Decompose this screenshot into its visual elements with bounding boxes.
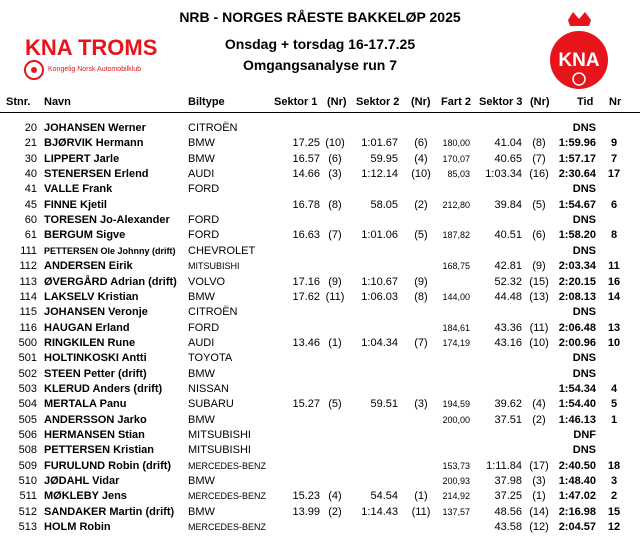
cell-navn: HOLM Robin (44, 521, 111, 534)
cell-tid: 2:30.64 (558, 168, 596, 181)
cell-biltype: MITSUBISHI (188, 261, 240, 272)
table-row (0, 213, 640, 228)
cell-tid: DNS (572, 306, 596, 319)
cell-stnr: 116 (19, 321, 37, 334)
cell-sektor3: 37.25 (494, 490, 522, 503)
cell-nr3: (17) (529, 459, 549, 472)
cell-nr2: (6) (414, 137, 428, 150)
cell-fart2: 212,80 (442, 199, 470, 210)
cell-biltype: BMW (188, 505, 215, 518)
cell-biltype: FORD (188, 183, 220, 196)
cell-sektor1: 13.46 (292, 336, 320, 349)
table-row (0, 397, 640, 412)
cell-biltype: AUDI (188, 336, 215, 349)
kna-logo (548, 8, 611, 94)
cell-tid: 2:40.50 (558, 459, 596, 472)
cell-stnr: 20 (24, 122, 37, 134)
cell-navn: JOHANSEN Veronje (44, 306, 148, 319)
cell-nr2: (8) (414, 290, 428, 303)
cell-sektor3: 41.04 (494, 137, 522, 150)
kna-logo-text: KNA (558, 50, 600, 71)
cell-biltype: MERCEDES-BENZ (188, 491, 267, 502)
cell-sektor2: 1:06.03 (361, 290, 398, 303)
cell-nr1: (6) (328, 152, 342, 165)
cell-tid: DNS (572, 214, 596, 227)
cell-nr: 8 (610, 229, 618, 242)
cell-stnr: 45 (24, 198, 37, 211)
cell-sektor3: 43.36 (494, 321, 522, 334)
cell-biltype: FORD (188, 229, 220, 242)
cell-tid: 2:03.34 (558, 260, 596, 273)
cell-stnr: 111 (20, 244, 37, 257)
cell-sektor1: 13.99 (292, 505, 320, 518)
cell-biltype: MERCEDES-BENZ (188, 460, 267, 471)
cell-navn: MØKLEBY Jens (44, 490, 127, 503)
table-row (0, 367, 640, 382)
cell-sektor2: 1:01.06 (361, 229, 398, 242)
cell-navn: HAUGAN Erland (44, 321, 130, 334)
column-headers (0, 96, 640, 112)
cell-tid: DNF (573, 429, 596, 441)
cell-fart2: 170,07 (442, 153, 470, 164)
cell-tid: 1:48.40 (558, 475, 596, 488)
cell-nr: 1 (610, 413, 618, 426)
cell-stnr: 509 (18, 459, 37, 472)
cell-stnr: 503 (18, 382, 37, 395)
cell-biltype: CHEVROLET (188, 244, 256, 257)
cell-stnr: 505 (18, 413, 37, 426)
cell-sektor3: 48.56 (494, 505, 522, 518)
cell-nr: 11 (608, 260, 620, 273)
cell-fart2: 168,75 (442, 261, 470, 272)
cell-navn: RINGKILEN Rune (44, 336, 136, 349)
kna-troms-logo-tagline: Kongelig Norsk Automobilklub (48, 66, 141, 73)
cell-nr3: (4) (532, 398, 546, 411)
cell-nr3: (10) (529, 336, 549, 349)
cell-nr: 9 (610, 137, 618, 150)
cell-nr2: (1) (414, 490, 428, 503)
cell-nr2: (11) (411, 505, 431, 518)
cell-biltype: BMW (188, 290, 215, 303)
cell-stnr: 113 (19, 275, 37, 288)
cell-nr: 12 (607, 521, 621, 534)
cell-tid: DNS (572, 244, 596, 257)
cell-tid: 1:54.34 (558, 382, 596, 395)
cell-stnr: 30 (24, 152, 37, 165)
cell-sektor3: 52.32 (494, 275, 522, 288)
cell-sektor2: 59.51 (370, 398, 398, 411)
col-stnr: Stnr. (6, 96, 31, 108)
cell-tid: DNS (572, 352, 596, 365)
table-row (0, 351, 640, 366)
cell-stnr: 510 (18, 475, 37, 488)
cell-nr2: (7) (414, 336, 428, 349)
table-row (0, 474, 640, 489)
cell-biltype: BMW (188, 152, 215, 165)
cell-fart2: 137,57 (442, 506, 470, 517)
cell-navn: SANDAKER Martin (drift) (44, 505, 175, 518)
page-subtitle: Omgangsanalyse run 7 (242, 57, 398, 73)
cell-fart2: 174,19 (442, 337, 470, 348)
cell-stnr: 114 (19, 290, 37, 303)
cell-nr3: (9) (532, 260, 546, 273)
cell-nr3: (1) (532, 490, 546, 503)
cell-sektor1: 15.27 (292, 398, 320, 411)
cell-nr3: (15) (529, 275, 549, 288)
cell-nr: 7 (610, 152, 618, 165)
page-title: NRB - NORGES RÅESTE BAKKELØP 2025 (179, 9, 461, 25)
cell-nr3: (8) (532, 137, 546, 150)
cell-sektor3: 43.58 (494, 521, 522, 534)
cell-tid: 1:54.40 (558, 398, 596, 411)
cell-sektor1: 15.23 (292, 490, 320, 503)
cell-fart2: 214,92 (442, 491, 470, 502)
table-row (0, 443, 640, 458)
cell-navn: PETTERSEN Kristian (44, 444, 155, 457)
cell-tid: 1:54.67 (558, 198, 596, 211)
cell-sektor2: 54.54 (370, 490, 398, 503)
table-row (0, 152, 640, 167)
cell-nr1: (4) (328, 490, 342, 503)
col-sektor3: Sektor 3 (479, 96, 523, 108)
cell-sektor3: 1:11.84 (486, 459, 522, 472)
cell-tid: 2:04.57 (558, 521, 596, 534)
cell-fart2: 194,59 (442, 399, 470, 410)
cell-stnr: 506 (18, 429, 37, 441)
table-row (0, 244, 640, 259)
cell-navn: STEEN Petter (drift) (44, 367, 147, 380)
cell-nr2: (9) (414, 275, 428, 288)
cell-biltype: BMW (188, 137, 215, 150)
cell-sektor1: 16.78 (292, 198, 320, 211)
cell-nr1: (8) (328, 198, 342, 211)
cell-biltype: MERCEDES-BENZ (188, 522, 267, 533)
cell-fart2: 187,82 (442, 230, 470, 241)
cell-navn: ANDERSSON Jarko (44, 413, 147, 426)
cell-sektor3: 37.51 (494, 413, 522, 426)
col-nr1: (Nr) (327, 96, 347, 108)
cell-biltype: SUBARU (188, 398, 234, 411)
cell-fart2: 153,73 (442, 460, 470, 471)
cell-nr3: (2) (532, 413, 546, 426)
cell-sektor3: 39.84 (494, 198, 522, 211)
cell-fart2: 144,00 (442, 291, 470, 302)
col-nr: Nr (609, 96, 622, 108)
cell-navn: STENERSEN Erlend (44, 168, 149, 181)
kna-troms-logo-text: KNA TROMS (25, 35, 158, 60)
cell-tid: 2:20.15 (558, 275, 596, 288)
cell-nr3: (16) (529, 168, 549, 181)
cell-stnr: 511 (19, 490, 37, 503)
cell-sektor1: 17.25 (292, 137, 320, 150)
header-rule (0, 112, 640, 113)
cell-nr1: (9) (328, 275, 342, 288)
cell-nr1: (3) (328, 168, 342, 181)
cell-navn: JØDAHL Vidar (44, 475, 120, 488)
cell-biltype: BMW (188, 413, 215, 426)
cell-nr3: (13) (529, 290, 549, 303)
cell-sektor3: 1:03.34 (485, 168, 522, 181)
col-sektor2: Sektor 2 (356, 96, 400, 108)
cell-tid: 1:46.13 (558, 413, 596, 426)
cell-fart2: 200,00 (442, 414, 470, 425)
cell-biltype: BMW (188, 475, 215, 488)
cell-sektor3: 40.65 (494, 152, 522, 165)
cell-sektor3: 39.62 (494, 398, 522, 411)
cell-stnr: 502 (18, 367, 37, 380)
cell-navn: TORESEN Jo-Alexander (44, 214, 170, 227)
cell-navn: HERMANSEN Stian (44, 429, 145, 441)
cell-nr2: (3) (414, 398, 428, 411)
cell-biltype: CITROËN (188, 122, 238, 134)
cell-stnr: 508 (18, 444, 37, 457)
cell-navn: BJØRVIK Hermann (44, 137, 144, 150)
cell-tid: 2:16.98 (558, 505, 596, 518)
cell-stnr: 60 (24, 214, 37, 227)
cell-stnr: 61 (24, 229, 37, 242)
cell-tid: 1:59.96 (558, 137, 596, 150)
cell-biltype: CITROËN (188, 306, 238, 319)
cell-sektor2: 1:14.43 (361, 505, 398, 518)
table-row (0, 520, 640, 535)
cell-nr2: (4) (414, 152, 428, 165)
cell-navn: PETTERSEN Ole Johnny (drift) (44, 245, 176, 256)
event-date: Onsdag + torsdag 16-17.7.25 (224, 36, 416, 52)
cell-sektor3: 40.51 (494, 229, 522, 242)
cell-tid: 2:08.13 (558, 290, 596, 303)
table-row (0, 459, 640, 474)
cell-nr: 18 (607, 459, 621, 472)
cell-nr3: (6) (532, 229, 546, 242)
cell-sektor2: 58.05 (370, 198, 398, 211)
cell-nr2: (10) (411, 168, 431, 181)
cell-navn: MERTALA Panu (44, 398, 127, 411)
cell-nr1: (7) (328, 229, 342, 242)
col-fart2: Fart 2 (441, 96, 471, 108)
cell-nr: 2 (610, 490, 618, 503)
cell-nr3: (11) (529, 321, 549, 334)
table-row (0, 290, 640, 305)
cell-nr3: (5) (532, 198, 546, 211)
table-row (0, 259, 640, 274)
cell-sektor1: 17.16 (292, 275, 320, 288)
table-row (0, 167, 640, 182)
cell-biltype: FORD (188, 321, 220, 334)
cell-tid: 1:47.02 (558, 490, 596, 503)
cell-sektor2: 1:04.34 (361, 336, 398, 349)
cell-stnr: 513 (18, 521, 37, 534)
cell-sektor1: 17.62 (292, 290, 320, 303)
table-row (0, 228, 640, 243)
cell-nr1: (2) (328, 505, 342, 518)
cell-navn: JOHANSEN Werner (44, 122, 146, 134)
cell-sektor2: 1:01.67 (361, 137, 398, 150)
cell-stnr: 501 (18, 352, 37, 365)
cell-nr1: (1) (328, 336, 342, 349)
cell-nr: 15 (607, 505, 621, 518)
cell-biltype: TOYOTA (188, 352, 233, 365)
cell-tid: 1:58.20 (558, 229, 596, 242)
table-row (0, 489, 640, 504)
table-row (0, 505, 640, 520)
cell-nr: 14 (607, 290, 621, 303)
cell-biltype: MITSUBISHI (188, 429, 251, 441)
cell-tid: 2:06.48 (558, 321, 596, 334)
table-row (0, 182, 640, 197)
table-row (0, 321, 640, 336)
cell-navn: LIPPERT Jarle (44, 152, 120, 165)
col-sektor1: Sektor 1 (274, 96, 318, 108)
cell-stnr: 512 (18, 505, 37, 518)
cell-fart2: 184,61 (442, 322, 470, 333)
cell-nr1: (11) (325, 290, 345, 303)
cell-nr: 13 (607, 321, 621, 334)
cell-nr: 3 (610, 475, 618, 488)
cell-stnr: 41 (24, 183, 37, 196)
table-row (0, 121, 640, 136)
cell-sektor1: 16.57 (292, 152, 320, 165)
col-biltype: Biltype (188, 96, 225, 108)
cell-nr: 16 (607, 275, 621, 288)
col-navn: Navn (44, 96, 71, 108)
cell-biltype: NISSAN (188, 382, 229, 395)
cell-nr: 6 (610, 198, 618, 211)
cell-stnr: 40 (24, 168, 37, 181)
cell-sektor3: 42.81 (494, 260, 522, 273)
cell-sektor2: 1:12.14 (361, 168, 398, 181)
table-row (0, 428, 640, 443)
cell-tid: 2:00.96 (558, 336, 596, 349)
cell-stnr: 21 (24, 137, 37, 150)
cell-sektor1: 14.66 (292, 168, 320, 181)
table-row (0, 382, 640, 397)
cell-tid: DNS (572, 444, 596, 457)
cell-sektor1: 16.63 (292, 229, 320, 242)
table-row (0, 275, 640, 290)
cell-nr: 4 (610, 382, 618, 395)
cell-nr3: (12) (529, 521, 549, 534)
cell-stnr: 504 (18, 398, 37, 411)
cell-fart2: 180,00 (442, 138, 470, 149)
cell-stnr: 500 (18, 336, 37, 349)
cell-navn: KLERUD Anders (drift) (44, 382, 163, 395)
cell-tid: DNS (572, 367, 596, 380)
col-nr3: (Nr) (530, 96, 550, 108)
cell-nr: 5 (610, 398, 618, 411)
cell-sektor3: 37.98 (494, 475, 522, 488)
table-row (0, 198, 640, 213)
cell-navn: HOLTINKOSKI Antti (44, 352, 147, 365)
cell-nr1: (5) (328, 398, 342, 411)
cell-nr3: (7) (532, 152, 546, 165)
cell-fart2: 85,03 (447, 169, 470, 180)
cell-biltype: FORD (188, 214, 220, 227)
cell-sektor2: 1:10.67 (361, 275, 398, 288)
col-nr2: (Nr) (411, 96, 431, 108)
cell-fart2: 200,93 (442, 476, 470, 487)
cell-tid: DNS (572, 183, 596, 196)
cell-navn: ANDERSEN Eirik (44, 260, 133, 273)
cell-navn: FINNE Kjetil (44, 198, 107, 211)
table-row (0, 413, 640, 428)
cell-navn: ØVERGÅRD Adrian (drift) (44, 275, 177, 288)
cell-sektor2: 59.95 (370, 152, 398, 165)
table-row (0, 336, 640, 351)
cell-nr2: (5) (414, 229, 428, 242)
kna-troms-logo (20, 27, 158, 84)
cell-navn: LAKSELV Kristian (44, 290, 139, 303)
cell-stnr: 115 (19, 306, 37, 319)
cell-stnr: 112 (19, 260, 37, 273)
cell-nr1: (10) (325, 137, 345, 150)
cell-navn: VALLE Frank (44, 183, 113, 196)
cell-nr3: (14) (529, 505, 549, 518)
table-row (0, 305, 640, 320)
cell-biltype: MITSUBISHI (188, 444, 251, 457)
cell-navn: FURULUND Robin (drift) (44, 459, 172, 472)
cell-sektor3: 43.16 (494, 336, 522, 349)
cell-navn: BERGUM Sigve (44, 229, 126, 242)
cell-biltype: VOLVO (188, 275, 226, 288)
cell-nr: 10 (607, 336, 621, 349)
cell-nr2: (2) (414, 198, 428, 211)
cell-tid: 1:57.17 (558, 152, 596, 165)
cell-biltype: AUDI (188, 168, 215, 181)
table-row (0, 136, 640, 151)
col-tid: Tid (577, 96, 594, 108)
cell-tid: DNS (572, 122, 596, 134)
cell-biltype: BMW (188, 367, 215, 380)
cell-nr3: (3) (532, 475, 546, 488)
cell-nr: 17 (607, 168, 621, 181)
cell-sektor3: 44.48 (494, 290, 522, 303)
